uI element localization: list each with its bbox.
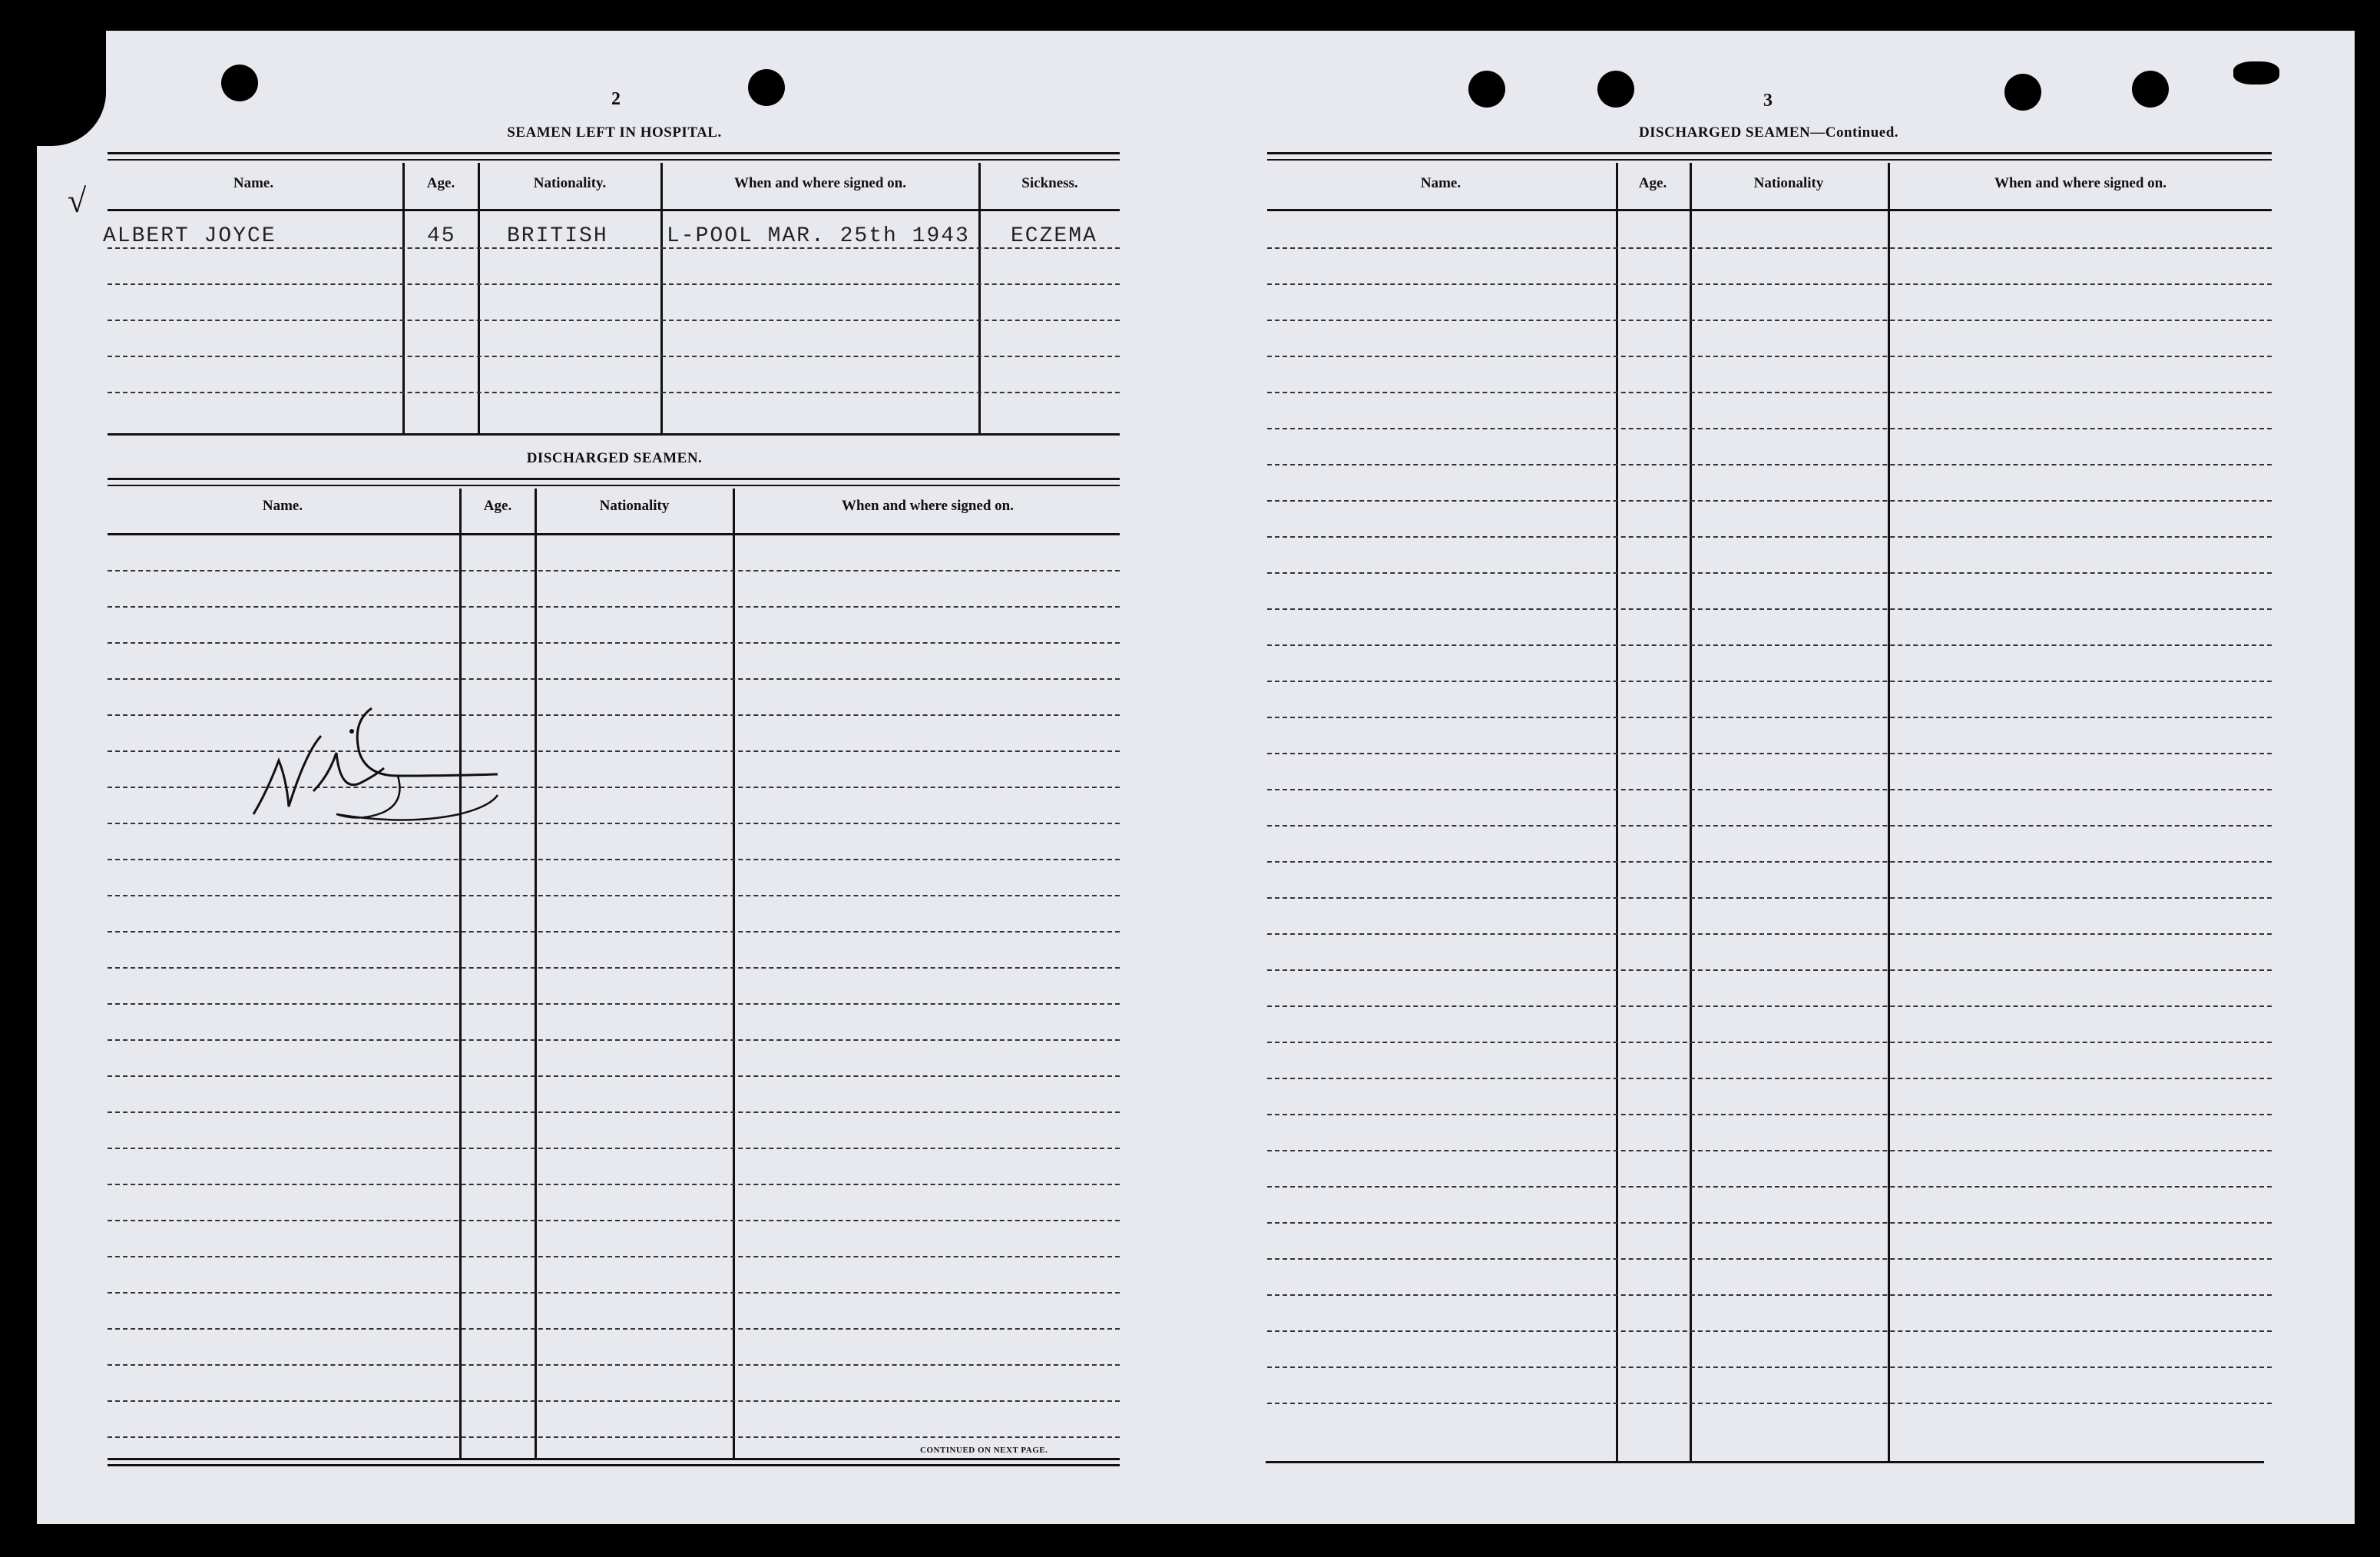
ruled-line: [108, 1075, 1120, 1077]
hospital-header-nationality: Nationality.: [533, 175, 607, 191]
ruled-line: [1267, 500, 2272, 502]
hospital-entry-name: ALBERT JOYCE: [103, 224, 276, 248]
discharged-header-signed-on: When and where signed on.: [841, 498, 1014, 514]
punch-hole: [2132, 71, 2169, 108]
ruled-line: [108, 1111, 1120, 1113]
right-top-rule: [1267, 152, 2272, 161]
discharged-section-title: DISCHARGED SEAMEN.: [526, 450, 703, 466]
ruled-line: [108, 392, 1120, 393]
ruled-line: [1267, 1367, 2272, 1368]
ruled-line: [1267, 1150, 2272, 1151]
ruled-line: [1267, 933, 2272, 935]
right-header-nationality: Nationality: [1753, 175, 1824, 191]
hospital-header-name: Name.: [233, 175, 274, 191]
ruled-line: [1267, 1078, 2272, 1079]
discharged-header-name: Name.: [262, 498, 303, 514]
ruled-line: [1267, 1042, 2272, 1043]
ruled-line: [1267, 861, 2272, 863]
ruled-line: [1267, 536, 2272, 538]
ruled-line: [108, 1039, 1120, 1041]
ruled-line: [108, 1436, 1120, 1438]
ruled-line: [1267, 1222, 2272, 1224]
hospital-header-signed-on: When and where signed on.: [733, 175, 906, 191]
hospital-section-title: SEAMEN LEFT IN HOSPITAL.: [507, 124, 722, 141]
right-header-name: Name.: [1420, 175, 1461, 191]
ruled-line: [1267, 681, 2272, 682]
hospital-bottom-rule: [108, 433, 1120, 436]
ruled-line: [1267, 392, 2272, 393]
ruled-line: [1267, 283, 2272, 285]
checkmark-icon: √: [68, 182, 87, 220]
ruled-line: [1267, 1186, 2272, 1188]
hospital-header-age: Age.: [426, 175, 455, 191]
ruled-line: [108, 1328, 1120, 1330]
punch-hole: [1597, 71, 1634, 108]
hospital-header-rule: [108, 209, 1120, 211]
ruled-line: [108, 1292, 1120, 1294]
ruled-line: [108, 356, 1120, 357]
discharged-header-nationality: Nationality: [599, 498, 670, 514]
discharged-col-divider: [535, 489, 537, 1458]
handwritten-nil-mark: [244, 661, 582, 860]
ruled-line: [1267, 247, 2272, 249]
ruled-line: [1267, 825, 2272, 827]
right-header-signed-on: When and where signed on.: [1994, 175, 2166, 191]
discharged-header-rule: [108, 533, 1120, 535]
discharged-header-age: Age.: [483, 498, 512, 514]
ruled-line: [1267, 969, 2272, 971]
punch-hole: [1468, 71, 1505, 108]
ruled-line: [108, 1184, 1120, 1185]
ruled-line: [108, 320, 1120, 321]
ruled-line: [1267, 1114, 2272, 1115]
ruled-line: [1267, 356, 2272, 357]
discharged-bottom-rule: [108, 1464, 1120, 1466]
ruled-line: [108, 1400, 1120, 1402]
ruled-line: [1267, 753, 2272, 754]
ruled-line: [1267, 464, 2272, 465]
right-col-divider: [1616, 163, 1618, 1461]
hospital-entry-nationality: BRITISH: [507, 224, 608, 248]
discharged-bottom-rule: [108, 1458, 1120, 1460]
right-bottom-rule: [1266, 1461, 2264, 1463]
ruled-line: [1267, 789, 2272, 790]
ruled-line: [1267, 320, 2272, 321]
hospital-entry-sickness: ECZEMA: [1011, 224, 1097, 248]
page-number-left: 2: [611, 89, 621, 109]
right-section-title: DISCHARGED SEAMEN—Continued.: [1638, 124, 1899, 141]
ruled-line: [1267, 1294, 2272, 1296]
hospital-header-sickness: Sickness.: [1021, 175, 1078, 191]
ruled-line: [108, 895, 1120, 896]
discharged-col-divider: [459, 489, 462, 1458]
continued-footer: CONTINUED ON NEXT PAGE.: [920, 1446, 1048, 1455]
ruled-line: [108, 967, 1120, 969]
punch-hole: [748, 69, 785, 106]
ruled-line: [108, 606, 1120, 608]
ruled-line: [108, 1148, 1120, 1149]
ruled-line: [1267, 572, 2272, 574]
document-sheet: [37, 31, 2355, 1524]
right-header-rule: [1267, 209, 2272, 211]
ruled-line: [108, 283, 1120, 285]
discharged-col-divider: [733, 489, 735, 1458]
hospital-entry-age: 45: [427, 224, 456, 248]
torn-corner: [37, 31, 106, 146]
right-col-divider: [1888, 163, 1890, 1461]
ruled-line: [108, 642, 1120, 644]
ruled-line: [108, 1256, 1120, 1257]
punch-hole: [2004, 74, 2041, 111]
ruled-line: [1267, 644, 2272, 646]
punch-hole: [221, 65, 258, 101]
ruled-line: [1267, 717, 2272, 718]
ruled-line: [1267, 897, 2272, 899]
ruled-line: [1267, 1403, 2272, 1404]
ruled-line: [108, 1003, 1120, 1005]
ruled-line: [108, 1220, 1120, 1221]
ruled-line: [1267, 428, 2272, 429]
hospital-entry-signed-on: L-POOL MAR. 25th 1943: [667, 224, 970, 248]
ruled-line: [108, 931, 1120, 933]
ruled-line: [1267, 1330, 2272, 1332]
ruled-line: [108, 247, 1120, 249]
right-col-divider: [1690, 163, 1692, 1461]
ruled-line: [108, 570, 1120, 571]
torn-edge: [2233, 61, 2279, 84]
ruled-line: [1267, 1258, 2272, 1260]
ruled-line: [108, 1364, 1120, 1366]
right-header-age: Age.: [1638, 175, 1667, 191]
hospital-top-rule: [108, 152, 1120, 161]
ruled-line: [1267, 608, 2272, 610]
discharged-top-rule: [108, 478, 1120, 486]
page-number-right: 3: [1763, 91, 1773, 111]
ruled-line: [1267, 1005, 2272, 1007]
